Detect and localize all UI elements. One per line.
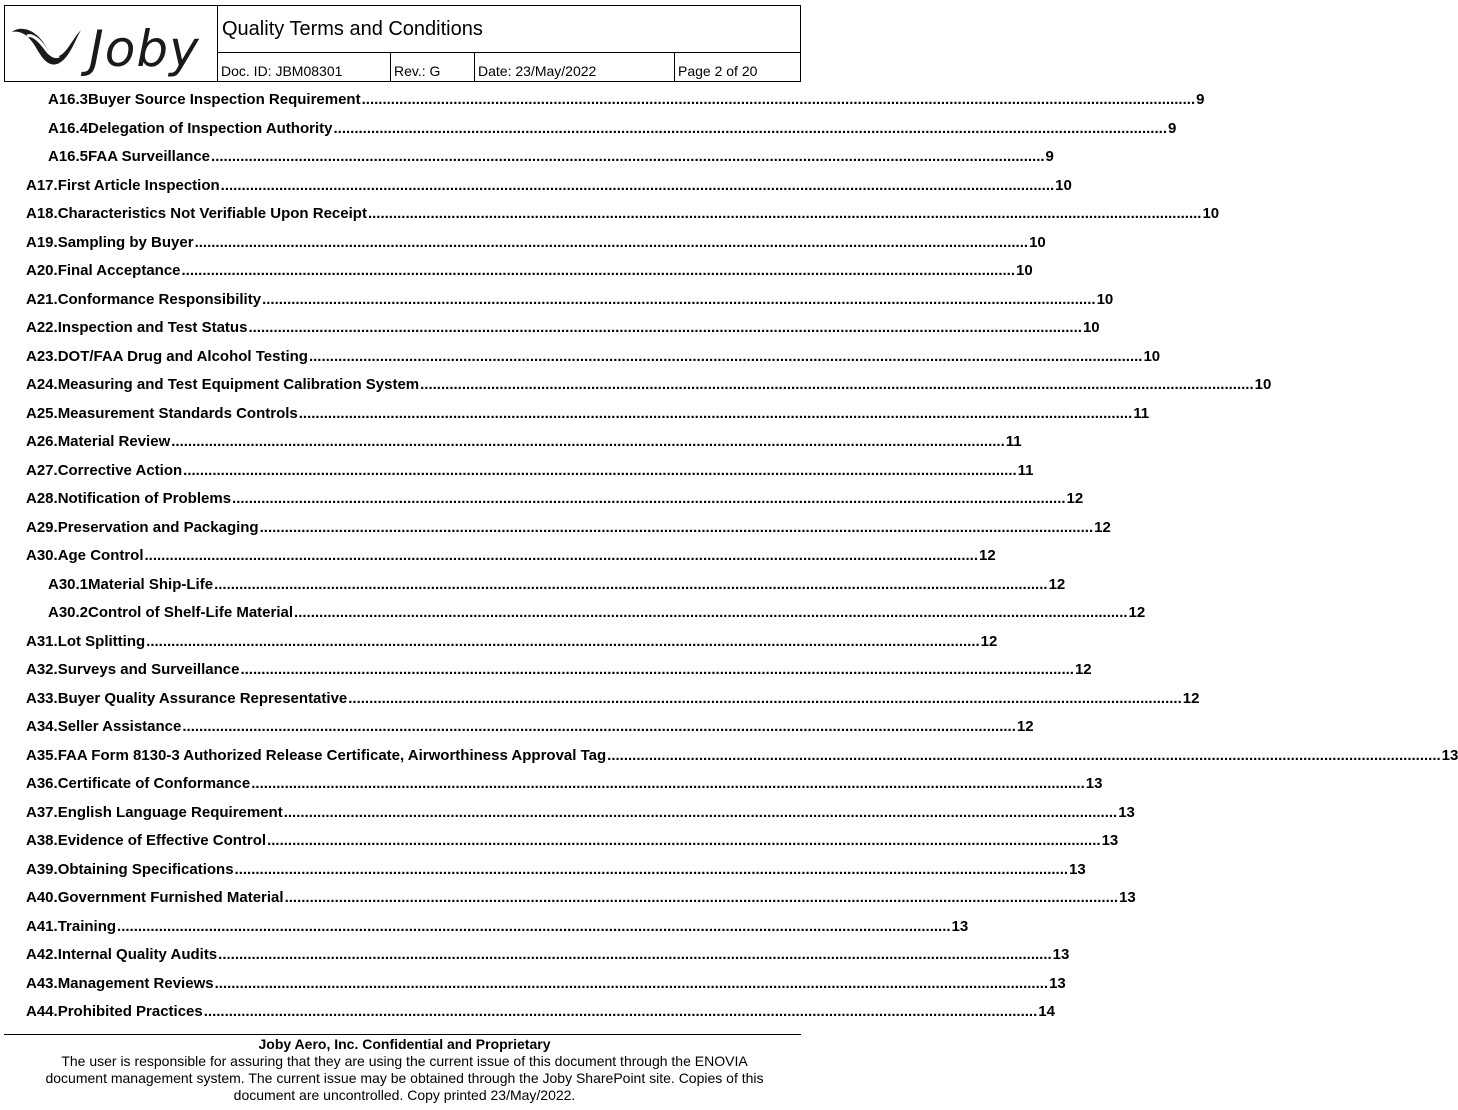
toc-entry-number: A34. — [26, 718, 58, 735]
toc-entry[interactable] — [26, 632, 998, 653]
toc-entry[interactable] — [26, 775, 1103, 795]
toc-dot-leader: ........................................................................................................................................................................................................ — [420, 376, 1254, 393]
toc-entry-title: Management Reviews — [57, 974, 214, 992]
footer-line: document management system. The current issue may be obtained through the Joby SharePoint site. Copies of this — [45, 1070, 764, 1086]
toc-entry[interactable] — [48, 91, 1205, 111]
toc-entry-title: DOT/FAA Drug and Alcohol Testing — [57, 347, 308, 365]
toc-entry-number: A37. — [26, 803, 58, 821]
toc-entry[interactable] — [26, 490, 1084, 510]
toc-entry-page: 9 — [1167, 119, 1177, 137]
toc-dot-leader: ........................................................................................................................................................................................................ — [182, 718, 1016, 735]
toc-entry-number: A30. — [26, 547, 58, 564]
toc-entry-number: A30.2 — [48, 604, 89, 621]
toc-entry-number: A16.4 — [48, 119, 89, 137]
toc-entry[interactable] — [26, 176, 1072, 197]
toc-entry-number: A38. — [26, 832, 58, 849]
toc-entry[interactable] — [26, 461, 1034, 482]
toc-entry-page: 9 — [1045, 148, 1054, 165]
toc-entry-number: A16.5 — [48, 148, 89, 165]
toc-entry[interactable] — [26, 547, 996, 567]
toc-entry[interactable] — [26, 319, 1100, 339]
toc-entry-number: A32. — [26, 661, 58, 678]
toc-entry-number: A44. — [26, 1003, 58, 1020]
toc-entry-title: Training — [57, 917, 117, 935]
toc-entry-title: Buyer Source Inspection Requirement — [88, 91, 361, 108]
toc-entry-number: A20. — [26, 262, 58, 279]
document-date: Date: 23/May/2022 — [475, 53, 675, 81]
toc-dot-leader: ........................................................................................................................................................................................................ — [308, 347, 1143, 365]
toc-entry[interactable] — [26, 205, 1220, 225]
toc-dot-leader: ........................................................................................................................................................................................................ — [333, 119, 1167, 137]
toc-entry[interactable] — [26, 233, 1046, 254]
toc-dot-leader: ........................................................................................................................................................................................................ — [367, 205, 1202, 222]
toc-entry[interactable] — [48, 575, 1066, 596]
document-header — [4, 5, 801, 82]
toc-entry[interactable] — [26, 1003, 1055, 1023]
toc-entry-number: A40. — [26, 889, 58, 906]
toc-entry-page: 12 — [979, 547, 996, 564]
toc-entry-page: 12 — [1016, 718, 1034, 735]
toc-entry-page: 11 — [1005, 433, 1022, 450]
footer-line: The user is responsible for assuring that they are using the current issue of this document through the ENOVIA — [61, 1053, 748, 1069]
toc-entry[interactable] — [26, 946, 1070, 966]
toc-entry-number: A27. — [26, 461, 58, 479]
toc-entry-page: 11 — [1133, 404, 1150, 422]
toc-entry-title: Material Ship-Life — [88, 575, 214, 593]
toc-dot-leader: ........................................................................................................................................................................................................ — [251, 775, 1085, 792]
toc-entry-title: English Language Requirement — [57, 803, 283, 821]
document-title: Quality Terms and Conditions — [218, 6, 800, 53]
document-footer — [0, 1036, 809, 1104]
toc-entry-title: Lot Splitting — [57, 632, 146, 650]
toc-dot-leader: ........................................................................................................................................................................................................ — [607, 746, 1441, 764]
toc-entry-page: 10 — [1082, 319, 1100, 336]
toc-entry-title: Conformance Responsibility — [57, 290, 262, 308]
toc-entry-page: 12 — [1066, 490, 1084, 507]
joby-logo — [9, 18, 214, 78]
meta-row — [218, 53, 800, 81]
toc-entry-title: Evidence of Effective Control — [57, 832, 267, 849]
toc-entry-title: Government Furnished Material — [57, 889, 284, 906]
toc-dot-leader: ........................................................................................................................................................................................................ — [348, 689, 1182, 707]
toc-entry-page: 13 — [1085, 775, 1103, 792]
toc-entry-number: A17. — [26, 176, 58, 194]
footer-divider — [4, 1034, 801, 1035]
toc-entry-number: A21. — [26, 290, 58, 308]
toc-entry-number: A39. — [26, 860, 58, 878]
toc-entry-page: 13 — [1101, 832, 1119, 849]
toc-entry-title: Control of Shelf-Life Material — [88, 604, 294, 621]
toc-dot-leader: ........................................................................................................................................................................................................ — [248, 319, 1082, 336]
toc-entry-title: Surveys and Surveillance — [57, 661, 240, 678]
toc-entry-number: A41. — [26, 917, 58, 935]
toc-entry-title: Final Acceptance — [57, 262, 181, 279]
toc-dot-leader: ........................................................................................................................................................................................................ — [194, 233, 1029, 251]
toc-dot-leader: ........................................................................................................................................................................................................ — [117, 917, 951, 935]
toc-entry-title: FAA Surveillance — [88, 148, 211, 165]
toc-dot-leader: ........................................................................................................................................................................................................ — [218, 946, 1052, 963]
toc-dot-leader: ........................................................................................................................................................................................................ — [220, 176, 1055, 194]
toc-entry-page: 14 — [1038, 1003, 1055, 1020]
toc-entry-page: 10 — [1029, 233, 1046, 251]
toc-entry-number: A30.1 — [48, 575, 89, 593]
toc-entry[interactable] — [26, 974, 1066, 995]
toc-dot-leader: ........................................................................................................................................................................................................ — [298, 404, 1133, 422]
toc-entry-title: Certificate of Conformance — [57, 775, 251, 792]
toc-entry[interactable] — [26, 290, 1114, 311]
toc-dot-leader: ........................................................................................................................................................................................................ — [203, 1003, 1038, 1020]
toc-entry[interactable] — [26, 860, 1086, 881]
toc-entry-page: 12 — [980, 632, 998, 650]
toc-dot-leader: ........................................................................................................................................................................................................ — [234, 860, 1069, 878]
toc-dot-leader: ........................................................................................................................................................................................................ — [259, 518, 1094, 536]
logo-wordmark: Joby — [89, 20, 200, 78]
doc-id: Doc. ID: JBM08301 — [218, 53, 391, 81]
toc-entry-number: A16.3 — [48, 91, 89, 108]
toc-entry-title: Delegation of Inspection Authority — [88, 119, 333, 137]
toc-entry-page: 10 — [1254, 376, 1272, 393]
toc-entry-number: A18. — [26, 205, 58, 222]
toc-dot-leader: ........................................................................................................................................................................................................ — [283, 803, 1118, 821]
toc-entry-title: Buyer Quality Assurance Representative — [57, 689, 348, 707]
toc-entry-number: A29. — [26, 518, 58, 536]
toc-entry-number: A19. — [26, 233, 58, 251]
toc-entry[interactable] — [26, 718, 1034, 738]
toc-entry-page: 12 — [1048, 575, 1066, 593]
toc-entry-title: FAA Form 8130-3 Authorized Release Certificate, Airworthiness Approval Tag — [57, 746, 607, 764]
toc-entry-number: A36. — [26, 775, 58, 792]
toc-entry-number: A28. — [26, 490, 58, 507]
toc-entry[interactable] — [26, 347, 1161, 368]
toc-entry[interactable] — [26, 746, 1458, 767]
toc-entry-title: Corrective Action — [57, 461, 183, 479]
toc-entry-page: 10 — [1096, 290, 1114, 308]
toc-dot-leader: ........................................................................................................................................................................................................ — [232, 490, 1066, 507]
toc-entry-number: A31. — [26, 632, 58, 650]
toc-entry[interactable] — [48, 148, 1054, 168]
toc-entry[interactable] — [26, 832, 1119, 852]
toc-entry-page: 12 — [1128, 604, 1146, 621]
toc-entry[interactable] — [26, 376, 1272, 396]
logo-cell — [5, 6, 218, 81]
toc-entry-page: 13 — [951, 917, 969, 935]
toc-entry-title: Prohibited Practices — [57, 1003, 203, 1020]
toc-entry-page: 13 — [1441, 746, 1458, 764]
toc-entry-page: 12 — [1094, 518, 1111, 536]
toc-dot-leader: ........................................................................................................................................................................................................ — [146, 632, 980, 650]
toc-dot-leader: ........................................................................................................................................................................................................ — [294, 604, 1128, 621]
toc-entry-number: A22. — [26, 319, 58, 336]
toc-entry-title: Characteristics Not Verifiable Upon Receipt — [57, 205, 367, 222]
page-number: Page 2 of 20 — [678, 63, 758, 79]
toc-entry[interactable] — [26, 518, 1111, 539]
toc-dot-leader: ........................................................................................................................................................................................................ — [211, 148, 1045, 165]
toc-entry[interactable] — [48, 604, 1146, 624]
toc-entry-title: Obtaining Specifications — [57, 860, 234, 878]
toc-entry-title: Preservation and Packaging — [57, 518, 259, 536]
toc-entry-title: Measurement Standards Controls — [57, 404, 298, 422]
toc-entry-number: A35. — [26, 746, 58, 764]
toc-entry-title: Sampling by Buyer — [57, 233, 194, 251]
toc-entry[interactable] — [26, 889, 1136, 909]
revision: Rev.: G — [391, 53, 475, 81]
joby-swoosh-icon — [12, 29, 81, 65]
toc-entry[interactable] — [26, 803, 1135, 824]
toc-entry-page: 10 — [1055, 176, 1072, 194]
toc-entry-page: 13 — [1049, 974, 1066, 992]
toc-dot-leader: ........................................................................................................................................................................................................ — [267, 832, 1101, 849]
toc-entry[interactable] — [48, 119, 1177, 140]
toc-dot-leader: ........................................................................................................................................................................................................ — [361, 91, 1196, 108]
toc-dot-leader: ........................................................................................................................................................................................................ — [214, 974, 1049, 992]
toc-entry-title: Measuring and Test Equipment Calibration System — [57, 376, 420, 393]
toc-entry-page: 10 — [1143, 347, 1161, 365]
toc-dot-leader: ........................................................................................................................................................................................................ — [183, 461, 1017, 479]
toc-dot-leader: ........................................................................................................................................................................................................ — [262, 290, 1096, 308]
toc-entry[interactable] — [26, 661, 1092, 681]
toc-entry-page: 13 — [1119, 889, 1136, 906]
toc-entry-page: 9 — [1196, 91, 1205, 108]
toc-entry[interactable] — [26, 689, 1200, 710]
toc-dot-leader: ........................................................................................................................................................................................................ — [144, 547, 979, 564]
toc-entry-page: 12 — [1182, 689, 1200, 707]
toc-entry-title: Internal Quality Audits — [57, 946, 218, 963]
toc-entry-page: 13 — [1069, 860, 1086, 878]
toc-entry-number: A25. — [26, 404, 58, 422]
toc-entry-title: First Article Inspection — [57, 176, 220, 194]
toc-entry-number: A23. — [26, 347, 58, 365]
toc-entry-title: Notification of Problems — [57, 490, 232, 507]
toc-entry-number: A24. — [26, 376, 58, 393]
toc-entry-title: Seller Assistance — [57, 718, 182, 735]
toc-entry-page: 11 — [1017, 461, 1034, 479]
toc-entry[interactable] — [26, 404, 1150, 425]
toc-entry-number: A43. — [26, 974, 58, 992]
toc-dot-leader: ........................................................................................................................................................................................................ — [284, 889, 1119, 906]
toc-entry-page: 10 — [1202, 205, 1220, 222]
toc-entry-title: Inspection and Test Status — [57, 319, 248, 336]
toc-entry-page: 12 — [1074, 661, 1092, 678]
toc-entry[interactable] — [26, 917, 969, 938]
footer-line: document are uncontrolled. Copy printed 23/May/2022. — [233, 1087, 576, 1103]
toc-entry-number: A33. — [26, 689, 58, 707]
footer-title: Joby Aero, Inc. Confidential and Proprietary — [258, 1036, 551, 1052]
toc-entry[interactable] — [26, 433, 1022, 453]
toc-entry-title: Age Control — [57, 547, 144, 564]
toc-entry-title: Material Review — [57, 433, 171, 450]
toc-entry-page: 13 — [1118, 803, 1135, 821]
toc-entry-page: 13 — [1052, 946, 1070, 963]
toc-dot-leader: ........................................................................................................................................................................................................ — [171, 433, 1005, 450]
toc-dot-leader: ........................................................................................................................................................................................................ — [214, 575, 1048, 593]
toc-entry-number: A42. — [26, 946, 58, 963]
toc-dot-leader: ........................................................................................................................................................................................................ — [240, 661, 1074, 678]
toc-dot-leader: ........................................................................................................................................................................................................ — [181, 262, 1016, 279]
toc-entry-page: 10 — [1016, 262, 1033, 279]
toc-entry-number: A26. — [26, 433, 58, 450]
toc-entry[interactable] — [26, 262, 1033, 282]
